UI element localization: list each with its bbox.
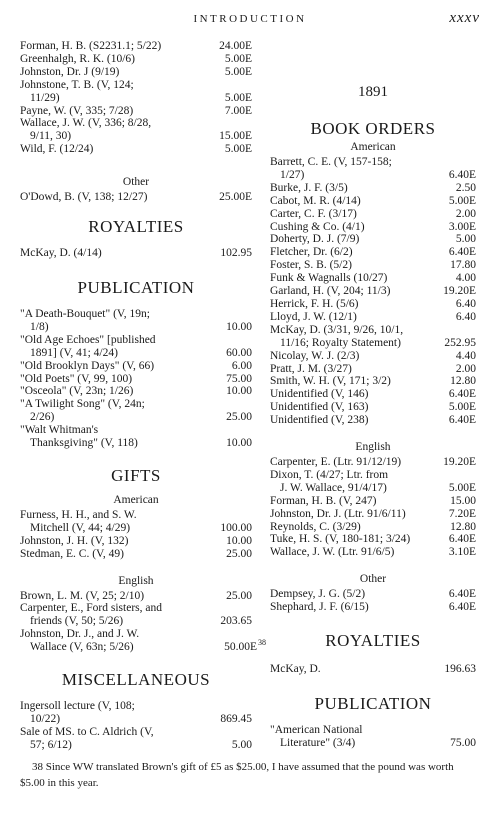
entry-text: Barrett, C. E. (V, 157-158; bbox=[270, 156, 392, 168]
entry-text-continuation: 11/29) bbox=[30, 91, 60, 104]
ledger-entry bbox=[270, 311, 476, 324]
ledger-entry bbox=[20, 40, 252, 53]
entry-amount: 19.20E bbox=[443, 456, 476, 469]
entry-text: Forman, H. B. (V, 247) bbox=[270, 494, 377, 507]
entry-amount: 6.00 bbox=[231, 359, 252, 372]
ledger-entry bbox=[20, 191, 252, 204]
entry-text: Shephard, J. F. (6/15) bbox=[270, 601, 369, 614]
entry-text: Johnstone, T. B. (V, 124; bbox=[20, 78, 134, 91]
entry-text: O'Dowd, B. (V, 138; 12/27) bbox=[20, 191, 148, 204]
entry-amount: 5.00 bbox=[231, 738, 252, 751]
entry-amount: 50.00E$^{38}$ bbox=[224, 638, 266, 654]
entry-amount: 4.40 bbox=[455, 349, 476, 362]
ledger-entry bbox=[270, 363, 476, 376]
entry-amount: 4.00 bbox=[455, 272, 476, 285]
ledger-entry bbox=[270, 508, 476, 521]
entry-text: Brown, L. M. (V, 25; 2/10) bbox=[20, 589, 145, 602]
entry-text: Furness, H. H., and S. W. bbox=[20, 508, 137, 521]
left-top-entries bbox=[20, 40, 252, 156]
entry-amount: 15.00E bbox=[219, 130, 252, 143]
entry-text-continuation: J. W. Wallace, 91/4/17) bbox=[280, 481, 387, 494]
english-entries bbox=[270, 456, 476, 559]
entry-amount: 252.95 bbox=[444, 336, 476, 349]
entry-amount: 75.00 bbox=[226, 372, 252, 385]
entry-amount: 7.00E bbox=[224, 104, 252, 117]
entry-text-continuation: 10/22) bbox=[30, 713, 61, 725]
entry-text: "Osceola" (V, 23n; 1/26) bbox=[20, 385, 134, 398]
entry-amount: 75.00 bbox=[450, 736, 476, 749]
entry-text: Greenhalgh, R. K. (10/6) bbox=[20, 52, 135, 65]
entry-amount: 60.00 bbox=[226, 346, 252, 359]
right-other-label: Other bbox=[359, 573, 387, 586]
left-other-entries bbox=[20, 191, 252, 204]
entry-text: Unidentified (V, 146) bbox=[270, 388, 369, 401]
entry-amount: 196.63 bbox=[444, 663, 476, 676]
right-publication-heading: PUBLICATION bbox=[314, 694, 432, 713]
ledger-entry bbox=[270, 233, 476, 246]
ledger-entry bbox=[270, 246, 476, 259]
entry-amount: 3.10E bbox=[448, 546, 476, 559]
entry-text: Carpenter, E., Ford sisters, and bbox=[20, 602, 162, 615]
entry-amount: 6.40E bbox=[448, 414, 476, 427]
entry-text: Garland, H. (V, 204; 11/3) bbox=[270, 285, 391, 298]
ledger-entry bbox=[270, 259, 476, 272]
entry-text-continuation: Mitchell (V, 44; 4/29) bbox=[30, 521, 131, 534]
left-other-label: Other bbox=[122, 176, 150, 189]
entry-text: McKay, D. bbox=[270, 663, 321, 676]
entry-text: McKay, D. (3/31, 9/26, 10/1, bbox=[270, 323, 404, 336]
entry-text: Dixon, T. (4/27; Ltr. from bbox=[270, 468, 389, 481]
entry-amount: 25.00 bbox=[226, 547, 252, 560]
entry-amount: 5.00E bbox=[224, 65, 252, 78]
entry-text: Johnston, Dr. J., and J. W. bbox=[20, 628, 140, 641]
entry-amount: 2.50 bbox=[455, 181, 476, 194]
left-publication-entries bbox=[20, 308, 252, 450]
ledger-entry bbox=[20, 628, 266, 654]
right-other-entries bbox=[270, 588, 476, 614]
entry-text: "A Twilight Song" (V, 24n; bbox=[20, 398, 145, 411]
entry-amount: 6.40E bbox=[448, 168, 476, 181]
entry-text: Nicolay, W. J. (2/3) bbox=[270, 349, 360, 362]
ledger-entry bbox=[270, 546, 476, 559]
entry-amount: 6.40E bbox=[448, 533, 476, 546]
ledger-entry bbox=[270, 195, 476, 208]
ledger-entry bbox=[20, 590, 252, 603]
ledger-entry bbox=[20, 373, 252, 386]
entry-amount: 2.00 bbox=[455, 207, 476, 220]
running-header bbox=[0, 9, 500, 29]
right-royalties-heading: ROYALTIES bbox=[325, 631, 421, 651]
ledger-entry bbox=[270, 663, 476, 676]
ledger-entry bbox=[270, 350, 476, 363]
header-title: INTRODUCTION bbox=[193, 13, 307, 25]
ledger-entry bbox=[270, 533, 476, 546]
right-column bbox=[270, 40, 476, 750]
entry-amount: 25.00 bbox=[226, 411, 252, 424]
ledger-entry bbox=[20, 398, 252, 424]
ledger-entry bbox=[270, 588, 476, 601]
entry-amount: 15.00 bbox=[450, 494, 476, 507]
miscellaneous-heading: MISCELLANEOUS bbox=[61, 670, 211, 690]
entry-text: Foster, S. B. (5/2) bbox=[270, 259, 352, 272]
entry-text-continuation: Wallace (V, 63n; 5/26) bbox=[30, 641, 134, 654]
entry-amount: 5.00E bbox=[448, 481, 476, 494]
entry-amount: 5.00E bbox=[448, 401, 476, 414]
ledger-entry bbox=[270, 469, 476, 495]
entry-text: Cushing & Co. (4/1) bbox=[270, 220, 365, 233]
entry-text: Wallace, J. W. (V, 336; 8/28, bbox=[20, 117, 152, 130]
gifts-american-entries bbox=[20, 509, 252, 561]
entry-amount: 24.00E bbox=[219, 40, 252, 52]
entry-text: Smith, W. H. (V, 171; 3/2) bbox=[270, 375, 391, 388]
entry-text: Carpenter, E. (Ltr. 91/12/19) bbox=[270, 456, 402, 469]
entry-amount: 10.00 bbox=[226, 437, 252, 450]
gifts-heading: GIFTS bbox=[111, 465, 161, 485]
book-orders-heading: BOOK ORDERS bbox=[310, 119, 436, 138]
entry-amount: 25.00 bbox=[226, 589, 252, 602]
entry-text: "Old Age Echoes" [published bbox=[20, 333, 156, 346]
entry-text-continuation: 11/16; Royalty Statement) bbox=[280, 336, 401, 349]
entry-amount: 6.40 bbox=[455, 310, 476, 323]
right-publication-entries bbox=[270, 724, 476, 750]
ledger-entry bbox=[20, 535, 252, 548]
entry-amount: 6.40 bbox=[455, 297, 476, 310]
entry-text: "Old Brooklyn Days" (V, 66) bbox=[20, 359, 155, 372]
ledger-entry bbox=[270, 414, 476, 427]
year-heading: 1891 bbox=[358, 84, 388, 100]
entry-amount: 7.20E bbox=[448, 507, 476, 520]
entry-text: Johnston, J. H. (V, 132) bbox=[20, 534, 129, 547]
entry-amount: 3.00E bbox=[448, 220, 476, 233]
entry-text: Funk & Wagnalls (10/27) bbox=[270, 272, 388, 285]
entry-text: Carter, C. F. (3/17) bbox=[270, 207, 357, 220]
entry-text: Cabot, M. R. (4/14) bbox=[270, 194, 361, 207]
ledger-entry bbox=[270, 521, 476, 534]
entry-text: Johnston, Dr. J (9/19) bbox=[20, 65, 120, 78]
ledger-entry bbox=[270, 285, 476, 298]
entry-text: Reynolds, C. (3/29) bbox=[270, 520, 361, 533]
ledger-entry bbox=[270, 272, 476, 285]
entry-text: Burke, J. F. (3/5) bbox=[270, 181, 348, 194]
ledger-entry bbox=[20, 247, 252, 260]
entry-amount: 100.00 bbox=[220, 521, 252, 534]
ledger-entry bbox=[20, 66, 252, 79]
ledger-entry bbox=[270, 724, 476, 750]
entry-amount: 19.20E bbox=[443, 285, 476, 298]
entry-text: "Old Poets" (V, 99, 100) bbox=[20, 372, 133, 385]
entry-amount: 6.40E bbox=[448, 588, 476, 601]
page-number: xxxv bbox=[449, 10, 480, 26]
gifts-american-label: American bbox=[113, 493, 159, 506]
entry-text: Ingersoll lecture (V, 108; bbox=[20, 700, 135, 713]
entry-text: Wild, F. (12/24) bbox=[20, 143, 94, 156]
entry-text: Stedman, E. C. (V, 49) bbox=[20, 547, 124, 560]
ledger-entry bbox=[270, 208, 476, 221]
entry-amount: 5.00E bbox=[224, 143, 252, 156]
entry-text: Dempsey, J. G. (5/2) bbox=[270, 588, 366, 601]
entry-text: Herrick, F. H. (5/6) bbox=[270, 297, 359, 310]
left-royalties-heading: ROYALTIES bbox=[88, 217, 184, 237]
ledger-entry bbox=[20, 548, 252, 561]
entry-text-continuation: 1/8) bbox=[30, 320, 49, 333]
entry-amount: 25.00E bbox=[219, 191, 252, 204]
ledger-entry bbox=[270, 375, 476, 388]
entry-text: Tuke, H. S. (V, 180-181; 3/24) bbox=[270, 533, 411, 546]
entry-text: "A Death-Bouquet" (V, 19n; bbox=[20, 307, 150, 320]
entry-text-continuation: 1/27) bbox=[280, 168, 305, 181]
entry-text: Unidentified (V, 238) bbox=[270, 414, 369, 427]
ledger-entry bbox=[20, 700, 252, 726]
ledger-entry bbox=[270, 182, 476, 195]
ledger-entry bbox=[270, 298, 476, 311]
english-label: English bbox=[355, 441, 391, 454]
entry-text: Doherty, D. J. (7/9) bbox=[270, 233, 360, 246]
entry-amount: 5.00 bbox=[455, 233, 476, 246]
entry-amount: 10.00 bbox=[226, 534, 252, 547]
entry-text-continuation: Literature" (3/4) bbox=[280, 736, 356, 749]
entry-text-continuation: Thanksgiving" (V, 118) bbox=[30, 437, 138, 450]
left-royalties-entries bbox=[20, 247, 252, 260]
entry-text: McKay, D. (4/14) bbox=[20, 247, 102, 260]
entry-amount: 6.40E bbox=[448, 601, 476, 614]
ledger-entry bbox=[20, 105, 252, 118]
ledger-entry bbox=[20, 308, 252, 334]
entry-amount: 203.65 bbox=[220, 615, 252, 628]
entry-text: Wallace, J. W. (Ltr. 91/6/5) bbox=[270, 546, 395, 559]
left-column bbox=[20, 40, 266, 752]
ledger-entry bbox=[20, 360, 252, 373]
entry-amount: 12.80 bbox=[450, 375, 476, 388]
entry-text: Sale of MS. to C. Aldrich (V, bbox=[20, 725, 154, 738]
entry-amount: 12.80 bbox=[450, 520, 476, 533]
entry-amount: 6.40E bbox=[448, 246, 476, 259]
entry-amount: 10.00 bbox=[226, 385, 252, 398]
entry-text: Lloyd, J. W. (12/1) bbox=[270, 310, 357, 323]
ledger-entry bbox=[270, 456, 476, 469]
entry-amount: 5.00E bbox=[224, 91, 252, 104]
entry-text: Johnston, Dr. J. (Ltr. 91/6/11) bbox=[270, 507, 406, 520]
ledger-entry bbox=[20, 602, 252, 628]
gifts-english-label: English bbox=[118, 574, 154, 587]
entry-text-continuation: 9/11, 30) bbox=[30, 130, 72, 143]
left-publication-heading: PUBLICATION bbox=[77, 277, 195, 297]
ledger-entry bbox=[270, 601, 476, 614]
entry-text: "American National bbox=[270, 724, 363, 736]
entry-amount: 869.45 bbox=[220, 713, 252, 725]
ledger-entry bbox=[20, 143, 252, 156]
ledger-entry bbox=[20, 509, 252, 535]
american-entries bbox=[270, 156, 476, 427]
ledger-entry bbox=[270, 495, 476, 508]
entry-amount: 5.00E bbox=[224, 52, 252, 65]
entry-text-continuation: friends (V, 50; 5/26) bbox=[30, 615, 124, 628]
ledger-entry bbox=[270, 221, 476, 234]
entry-amount: 6.40E bbox=[448, 388, 476, 401]
ledger-entry bbox=[20, 53, 252, 66]
ledger-entry bbox=[270, 324, 476, 350]
entry-amount: 17.80 bbox=[450, 259, 476, 272]
ledger-entry bbox=[270, 388, 476, 401]
right-royalties-entries bbox=[270, 663, 476, 676]
entry-text: Fletcher, Dr. (6/2) bbox=[270, 246, 353, 259]
entry-text: Forman, H. B. (S2231.1; 5/22) bbox=[20, 40, 162, 52]
entry-text-continuation: 1891] (V, 41; 4/24) bbox=[30, 346, 118, 359]
entry-text-continuation: 2/26) bbox=[30, 411, 55, 424]
ledger-entry bbox=[270, 156, 476, 182]
entry-amount: 102.95 bbox=[220, 247, 252, 260]
miscellaneous-entries bbox=[20, 700, 252, 752]
entry-text: Pratt, J. M. (3/27) bbox=[270, 362, 352, 375]
entry-text: Unidentified (V, 163) bbox=[270, 401, 369, 414]
entry-text: "Walt Whitman's bbox=[20, 424, 99, 437]
ledger-entry bbox=[20, 79, 252, 105]
ledger-entry bbox=[20, 334, 252, 360]
entry-amount: 10.00 bbox=[226, 320, 252, 333]
ledger-entry bbox=[20, 726, 252, 752]
ledger-entry bbox=[20, 424, 252, 450]
entry-text-continuation: 57; 6/12) bbox=[30, 738, 72, 751]
american-label: American bbox=[350, 141, 396, 153]
gifts-english-entries bbox=[20, 589, 266, 655]
ledger-entry bbox=[20, 385, 252, 398]
entry-text: Payne, W. (V, 335; 7/28) bbox=[20, 104, 134, 117]
ledger-entry bbox=[20, 117, 252, 143]
footnote-reference: 38 bbox=[258, 638, 266, 648]
footnote: 38 Since WW translated Brown's gift of £5 as $25.00, I have assumed that the pound was worth $5.00 in this year. bbox=[20, 761, 454, 789]
entry-amount: 5.00E bbox=[448, 194, 476, 207]
ledger-entry bbox=[270, 401, 476, 414]
entry-amount: 2.00 bbox=[455, 362, 476, 375]
